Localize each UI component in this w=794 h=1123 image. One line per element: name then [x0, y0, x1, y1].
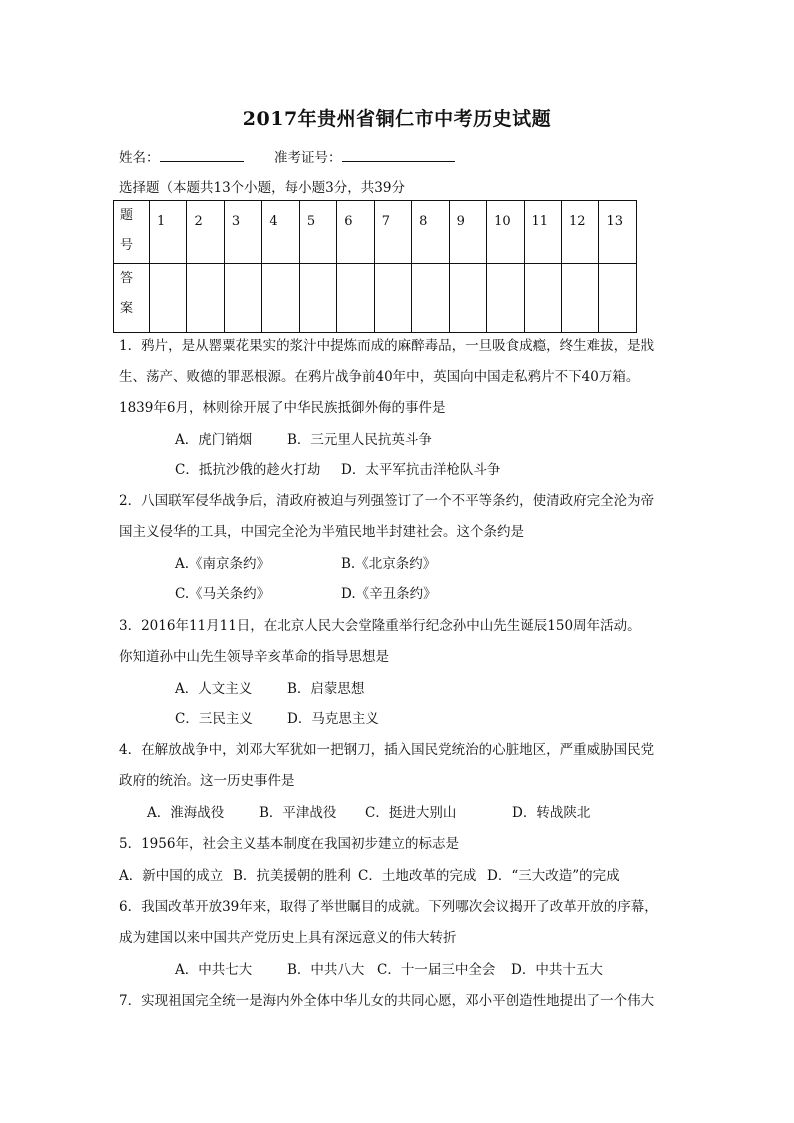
question-number-cell: 13	[599, 201, 637, 264]
question-number-cell: 12	[561, 201, 598, 264]
question-line: 你知道孙中山先生领导辛亥革命的指导思想是	[119, 649, 389, 665]
option-b[interactable]: B.《北京条约》	[341, 556, 437, 572]
question-number-cell: 10	[487, 201, 524, 264]
question-line: 2．八国联军侵华战争后，清政府被迫与列强签订了一个不平等条约，使清政府完全沦为帝	[119, 493, 655, 509]
answer-cell[interactable]	[337, 264, 374, 333]
option-d[interactable]: D．转战陕北	[512, 805, 591, 821]
answer-cell[interactable]	[299, 264, 336, 333]
header-char: 答	[120, 271, 134, 286]
option-c[interactable]: C．土地改革的完成	[358, 868, 477, 884]
page-title: 2017年贵州省铜仁市中考历史试题	[242, 108, 552, 130]
answer-row-header	[114, 264, 150, 333]
question-line: 国主义侵华的工具，中国完全沦为半殖民地半封建社会。这个条约是	[119, 524, 524, 540]
question-line: 1839年6月，林则徐开展了中华民族抵御外侮的事件是	[119, 400, 446, 416]
option-a[interactable]: A．人文主义	[175, 681, 253, 697]
answer-cell[interactable]	[561, 264, 598, 333]
option-d[interactable]: D．太平军抗击洋枪队斗争	[341, 462, 501, 478]
option-d[interactable]: D．马克思主义	[287, 711, 379, 727]
exam-id-row	[274, 146, 455, 166]
question-number-cell: 3	[224, 201, 261, 264]
answer-cell[interactable]	[374, 264, 411, 333]
name-blank[interactable]	[160, 147, 244, 162]
answer-cell[interactable]	[187, 264, 224, 333]
option-a[interactable]: A．中共七大	[175, 962, 253, 978]
question-line: 1．鸦片，是从罂粟花果实的浆汁中提炼而成的麻醉毒品，一旦吸食成瘾，终生难拔，是戕	[119, 338, 655, 354]
question-number-cell: 6	[337, 201, 374, 264]
answer-cell[interactable]	[262, 264, 299, 333]
option-b[interactable]: B．中共八大	[287, 962, 365, 978]
answer-cell[interactable]	[524, 264, 561, 333]
answer-table-answer-row	[114, 264, 637, 333]
name-row	[119, 146, 244, 166]
answer-cell[interactable]	[150, 264, 187, 333]
question-line: 4．在解放战争中，刘邓大军犹如一把钢刀，插入国民党统治的心脏地区，严重威胁国民党	[119, 742, 655, 758]
header-char: 案	[120, 301, 134, 316]
option-a[interactable]: A.《南京条约》	[175, 556, 271, 572]
question-number-cell: 1	[150, 201, 187, 264]
question-number-cell: 8	[412, 201, 449, 264]
question-number-cell: 7	[374, 201, 411, 264]
exam-id-blank[interactable]	[342, 147, 455, 162]
answer-table	[113, 200, 637, 333]
option-c[interactable]: C．抵抗沙俄的趁火打劫	[175, 462, 321, 478]
option-b[interactable]: B．启蒙思想	[287, 681, 365, 697]
section-heading: 选择题（本题共13个小题，每小题3分，共39分	[119, 180, 405, 196]
option-d[interactable]: D．中共十五大	[511, 962, 603, 978]
header-char: 号	[120, 238, 134, 253]
answer-cell[interactable]	[599, 264, 637, 333]
header-char: 题	[120, 208, 134, 223]
option-b[interactable]: B．三元里人民抗英斗争	[287, 432, 432, 448]
answer-cell[interactable]	[224, 264, 261, 333]
option-b[interactable]: B．抗美援朝的胜利	[233, 868, 351, 884]
answer-table-number-row	[114, 201, 637, 264]
number-row-header	[114, 201, 150, 264]
option-d[interactable]: D.《辛丑条约》	[341, 586, 437, 602]
question-line: 生、荡产、败德的罪恶根源。在鸦片战争前40年中，英国向中国走私鸦片不下40万箱。	[119, 369, 640, 385]
question-number-cell: 2	[187, 201, 224, 264]
option-a[interactable]: A．新中国的成立	[119, 868, 224, 884]
option-a[interactable]: A．虎门销烟	[175, 432, 253, 448]
question-line: 成为建国以来中国共产党历史上具有深远意义的伟大转折	[119, 930, 457, 946]
option-c[interactable]: C．挺进大别山	[365, 805, 457, 821]
option-a[interactable]: A．淮海战役	[147, 805, 225, 821]
name-label: 姓名：	[119, 150, 160, 166]
option-c[interactable]: C．十一届三中全会	[377, 962, 496, 978]
option-c[interactable]: C．三民主义	[175, 711, 253, 727]
option-d[interactable]: D．“三大改造”的完成	[487, 868, 620, 884]
question-number-cell: 9	[449, 201, 486, 264]
exam-id-label: 准考证号：	[274, 150, 342, 166]
option-b[interactable]: B．平津战役	[259, 805, 337, 821]
question-number-cell: 11	[524, 201, 561, 264]
question-line: 5．1956年，社会主义基本制度在我国初步建立的标志是	[119, 836, 459, 852]
question-line: 6．我国改革开放39年来，取得了举世瞩目的成就。下列哪次会议揭开了改革开放的序幕，	[119, 899, 658, 915]
question-line: 政府的统治。这一历史事件是	[119, 773, 295, 789]
option-c[interactable]: C.《马关条约》	[175, 586, 271, 602]
answer-cell[interactable]	[487, 264, 524, 333]
question-number-cell: 4	[262, 201, 299, 264]
question-line: 3．2016年11月11日，在北京人民大会堂隆重举行纪念孙中山先生诞辰150周年活动。	[119, 618, 641, 634]
question-line: 7．实现祖国完全统一是海内外全体中华儿女的共同心愿，邓小平创造性地提出了一个伟大	[119, 993, 655, 1009]
question-number-cell: 5	[299, 201, 336, 264]
answer-cell[interactable]	[449, 264, 486, 333]
answer-cell[interactable]	[412, 264, 449, 333]
